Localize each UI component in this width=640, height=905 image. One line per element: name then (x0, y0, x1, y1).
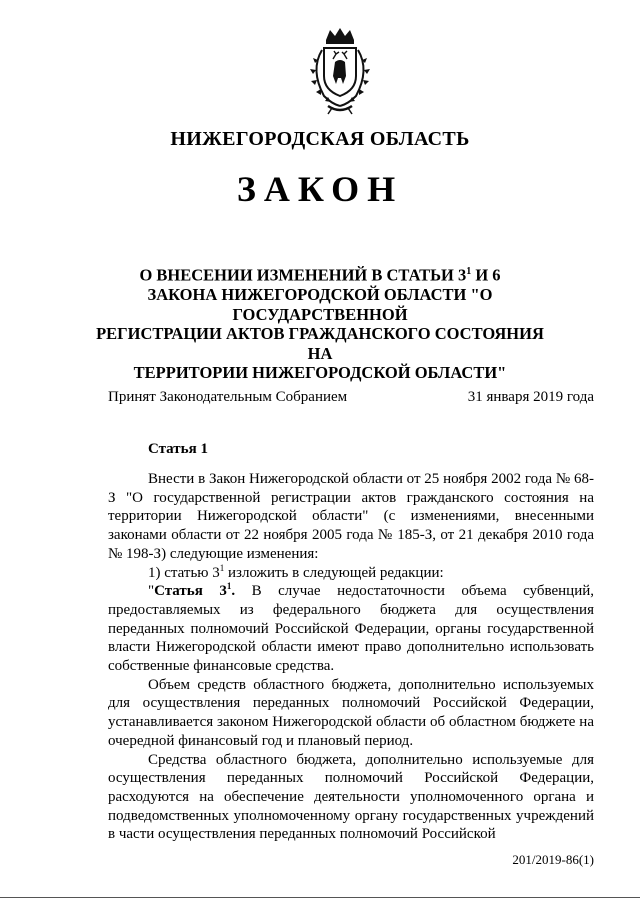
adoption-line (108, 389, 594, 406)
document-type-title: ЗАКОН (236, 169, 404, 209)
law-title-line-4: ТЕРРИТОРИИ НИЖЕГОРОДСКОЙ ОБЛАСТИ" (133, 363, 507, 382)
article-body (108, 470, 594, 844)
document-code: 201/2019-86(1) (512, 852, 594, 867)
paragraph-1: Внести в Закон Нижегородской области от 25 ноября 2002 года № 68-З "О государственной регистрации актов гражданского состояния на территории Нижегородской области" (с изменениями, внесенными законами области от 22 ноября 2005 года № 185-З, от 21 декабря 2010 года № 198-З) следующие изменения: (108, 471, 594, 562)
page-bottom-divider (0, 897, 640, 898)
region-name: НИЖЕГОРОДСКАЯ ОБЛАСТЬ (170, 128, 470, 150)
paragraph-4: Объем средств областного бюджета, дополнительно используемых для осуществления переданных полномочий Российской Федерации, устанавливается законом Нижегородской области об областном бюджете на очередной финансовый год и плановый период. (108, 676, 594, 749)
law-title-line-2: ЗАКОНА НИЖЕГОРОДСКОЙ ОБЛАСТИ "О ГОСУДАРСТВЕННОЙ (147, 285, 493, 324)
law-title (95, 262, 545, 383)
paragraph-3: "Статья $3^1$. В случае недостаточности объема субвенций, предоставляемых из федерального бюджета для осуществления переданных полномочий Российской Федерации, органы государственной власти Нижегородской области имеют право дополнительно использовать собственные финансовые средства. (108, 581, 594, 675)
article-heading: Статья 1 (148, 441, 208, 457)
adopted-by: Принят Законодательным Собранием (108, 389, 348, 405)
adoption-date: 31 января 2019 года (467, 389, 594, 405)
coat-of-arms-icon (302, 26, 378, 116)
law-title-line-1: О ВНЕСЕНИИ ИЗМЕНЕНИЙ В СТАТЬИ $3^1$ И 6 (139, 265, 501, 285)
paragraph-5: Средства областного бюджета, дополнительно используемые для осуществления переданных полномочий Российской Федерации, расходуются на обеспечение деятельности уполномоченного органа и подведомственных уполномоченному органу государственных учреждений в части осуществления переданных полномочий Российской (108, 751, 594, 843)
law-title-line-3: РЕГИСТРАЦИИ АКТОВ ГРАЖДАНСКОГО СОСТОЯНИЯ НА (96, 324, 544, 363)
paragraph-2: 1) статью $3^1$ изложить в следующей редакции: (148, 562, 444, 581)
